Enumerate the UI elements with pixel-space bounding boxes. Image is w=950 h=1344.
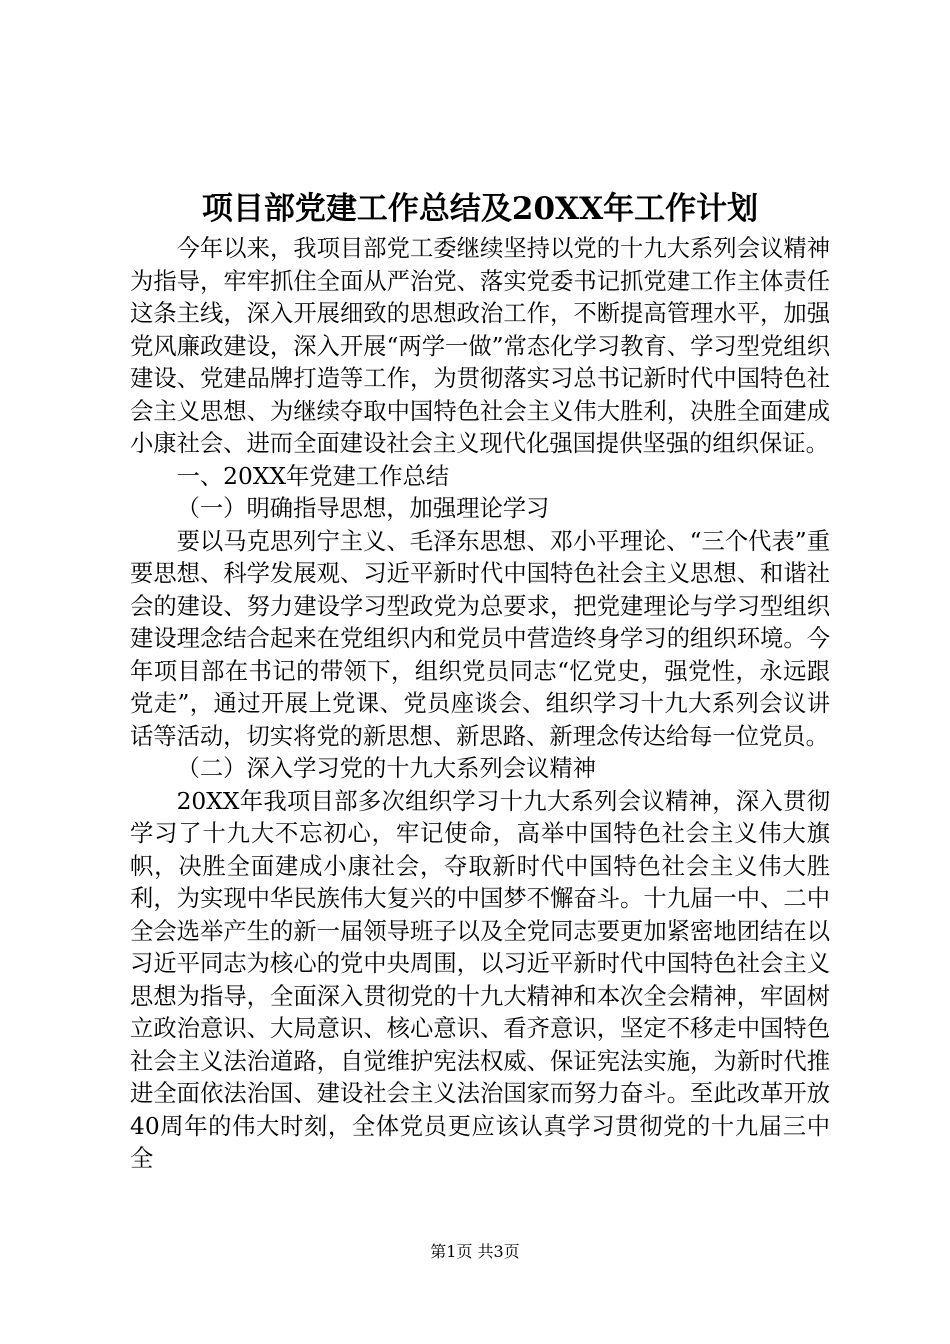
page-number-footer: 第1页 共3页 xyxy=(430,1242,520,1261)
document-title: 项目部党建工作总结及20XX年工作计划 xyxy=(201,191,759,227)
subsection-1-paragraph: 要以马克思列宁主义、毛泽东思想、邓小平理论、“三个代表”重要思想、科学发展观、习近平新时代中国特色社会主义思想、和谐社会的建设、努力建设学习型政党为总要求，把党建理论与学习型组织建设理念结合起来在党组织内和党员中营造终身学习的组织环境。今年项目部在书记的带领下，组织党员同志“忆党史，强党性，永远跟党走”，通过开展上党课、党员座谈会、组织学习十九大系列会议讲话等活动，切实将党的新思想、新思路、新理念传达给每一位党员。 xyxy=(130,527,830,750)
section-heading-1: 一、20XX年党建工作总结 xyxy=(176,462,450,490)
document-body xyxy=(130,233,830,1176)
subsection-heading-1: （一）明确指导思想，加强理论学习 xyxy=(176,495,550,522)
subsection-heading-2: （二）深入学习党的十九大系列会议精神 xyxy=(176,755,596,782)
intro-paragraph: 今年以来，我项目部党工委继续坚持以党的十九大系列会议精神为指导，牢牢抓住全面从严治党、落实党委书记抓党建工作主体责任这条主线，深入开展细致的思想政治工作，不断提高管理水平，加强党风廉政建设，深入开展“两学一做”常态化学习教育、学习型党组织建设、党建品牌打造等工作，为贯彻落实习总书记新时代中国特色社会主义思想、为继续夺取中国特色社会主义伟大胜利，决胜全面建成小康社会、进而全面建设社会主义现代化强国提供坚强的组织保证。 xyxy=(130,235,830,457)
subsection-2-paragraph: 20XX年我项目部多次组织学习十九大系列会议精神，深入贯彻学习了十九大不忘初心，牢记使命，高举中国特色社会主义伟大旗帜，决胜全面建成小康社会，夺取新时代中国特色社会主义伟大胜利，为实现中华民族伟大复兴的中国梦不懈奋斗。十九届一中、二中全会选举产生的新一届领导班子以及全党同志要更加紧密地团结在以习近平同志为核心的党中央周围，以习近平新时代中国特色社会主义思想为指导，全面深入贯彻党的十九大精神和本次全会精神，牢固树立政治意识、大局意识、核心意识、看齐意识，坚定不移走中国特色社会主义法治道路，自觉维护宪法权威、保证宪法实施，为新时代推进全面依法治国、建设社会主义法治国家而努力奋斗。至此改革开放40周年的伟大时刻，全体党员更应该认真学习贯彻党的十九届三中全 xyxy=(130,787,830,1172)
